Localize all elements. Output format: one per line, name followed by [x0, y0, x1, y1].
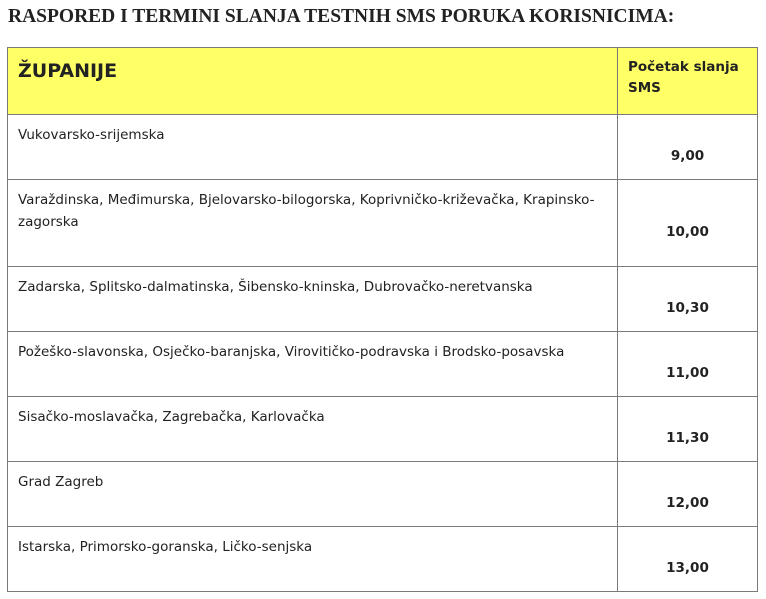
start-time-cell: 12,00 [618, 462, 758, 527]
county-cell: Požeško-slavonska, Osječko-baranjska, Virovitičko-podravska i Brodsko-posavska [8, 332, 618, 397]
table-row [8, 180, 758, 267]
start-time-cell: 9,00 [618, 115, 758, 180]
table-row [8, 462, 758, 527]
start-time-header-line2: SMS [628, 80, 661, 96]
table-row [8, 267, 758, 332]
start-time-cell: 13,00 [618, 527, 758, 592]
start-time-column-header [618, 48, 758, 115]
start-time-cell: 10,00 [618, 180, 758, 267]
county-cell: Istarska, Primorsko-goranska, Ličko-senjska [8, 527, 618, 592]
page-title: RASPORED I TERMINI SLANJA TESTNIH SMS PORUKA KORISNICIMA: [8, 6, 675, 27]
table-body [8, 115, 758, 592]
table-row [8, 527, 758, 592]
table-row [8, 115, 758, 180]
table-header [8, 48, 758, 115]
table-row [8, 397, 758, 462]
county-cell: Sisačko-moslavačka, Zagrebačka, Karlovačka [8, 397, 618, 462]
start-time-header-line1: Početak slanja [628, 59, 739, 75]
county-column-header: ŽUPANIJE [8, 48, 618, 115]
start-time-cell: 11,00 [618, 332, 758, 397]
county-cell: Vukovarsko-srijemska [8, 115, 618, 180]
table-row [8, 332, 758, 397]
start-time-cell: 11,30 [618, 397, 758, 462]
county-cell: Varaždinska, Međimurska, Bjelovarsko-bilogorska, Koprivničko-križevačka, Krapinsko-zagorska [8, 180, 618, 267]
sms-schedule-table [7, 47, 758, 592]
header-row [8, 48, 758, 115]
county-cell: Grad Zagreb [8, 462, 618, 527]
county-cell: Zadarska, Splitsko-dalmatinska, Šibensko-kninska, Dubrovačko-neretvanska [8, 267, 618, 332]
start-time-cell: 10,30 [618, 267, 758, 332]
